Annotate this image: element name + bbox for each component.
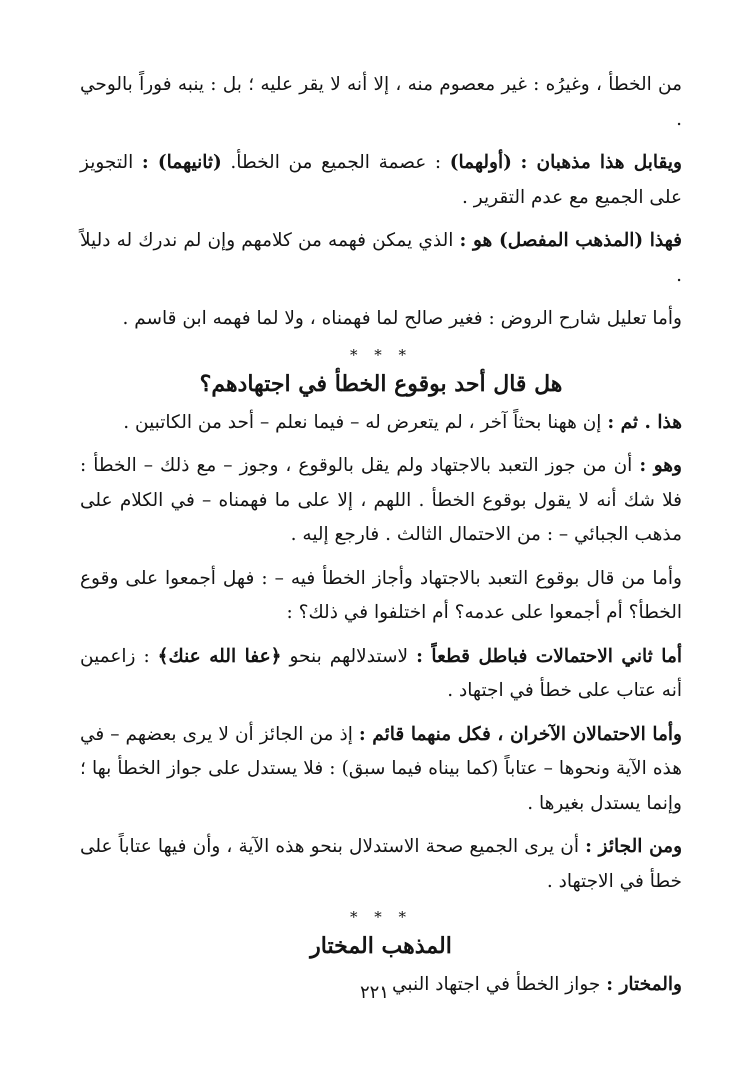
- paragraph-3-lead: فهذا (المذهب المفصل) هو :: [459, 230, 682, 251]
- paragraph-8-text-before: لاستدلالهم بنحو: [289, 645, 409, 667]
- paragraph-4: [80, 302, 682, 337]
- paragraph-5-text: إن ههنا بحثاً آخر ، لم يتعرض له – فيما نعلم – أحد من الكاتبين .: [123, 411, 602, 433]
- section-2-stars: * * *: [349, 908, 413, 926]
- paragraph-10: [80, 830, 682, 899]
- paragraph-6: [80, 449, 682, 553]
- paragraph-4-text: وأما تعليل شارح الروض : فغير صالح لما فهمناه ، ولا لما فهمه ابن قاسم .: [122, 308, 682, 329]
- paragraph-10-text: أن يرى الجميع صحة الاستدلال بنحو هذه الآية ، وأن فيها عتاباً على خطأ في الاجتهاد .: [80, 836, 682, 892]
- paragraph-10-lead: ومن الجائز :: [585, 836, 683, 857]
- paragraph-3-text: الذي يمكن فهمه من كلامهم وإن لم ندرك له دليلاً .: [80, 230, 682, 286]
- paragraph-3: [80, 224, 682, 293]
- first-doctrine-text: : عصمة الجميع من الخطأ.: [230, 152, 442, 173]
- paragraph-2: [80, 146, 682, 215]
- section-1-stars: * * *: [349, 345, 413, 364]
- paragraph-9-lead: وأما الاحتمالان الآخران ، فكل منهما قائم :: [358, 723, 682, 745]
- second-doctrine-text: التجويز على الجميع مع عدم التقرير .: [80, 152, 682, 208]
- quranic-quote: ﴿عفا الله عنك﴾: [157, 645, 282, 667]
- section-1-title: هل قال أحد بوقوع الخطأ في اجتهادهم؟: [199, 370, 563, 397]
- paragraph-6-lead: وهو :: [639, 455, 682, 476]
- body-text: [80, 68, 682, 1012]
- paragraph-7: [80, 562, 682, 631]
- paragraph-11-lead: والمختار :: [606, 974, 682, 995]
- paragraph-8: [80, 640, 682, 709]
- paragraph-5-lead: هذا . ثم :: [607, 411, 682, 433]
- paragraph-7-text: وأما من قال بوقوع التعبد بالاجتهاد وأجاز الخطأ فيه – : فهل أجمعوا على وقوع الخطأ؟ أم أجمعوا على عدمه؟ أم اختلفوا في ذلك؟ :: [80, 567, 682, 623]
- paragraph-8-lead: أما ثاني الاحتمالات فباطل قطعاً :: [416, 645, 682, 667]
- page-number: ٢٢١: [359, 982, 389, 1003]
- paragraph-1: [80, 68, 682, 137]
- paragraph-11-text: جواز الخطأ في اجتهاد النبي .: [380, 974, 601, 995]
- paragraph-1-text: من الخطأ ، وغيرُه : غير معصوم منه ، إلا أنه لا يقر عليه ؛ بل : ينبه فوراً بالوحي .: [80, 74, 682, 130]
- paragraph-9-text: إذ من الجائز أن لا يرى بعضهم – في هذه الآية ونحوها – عتاباً (كما بيناه فيما سبق) : فلا يستدل على جواز الخطأ بها ؛ وإنما يستدل بغيرها .: [80, 723, 682, 814]
- section-2-title: المذهب المختار: [310, 933, 452, 959]
- first-doctrine-label: (أولهما): [449, 152, 512, 173]
- paragraph-2-lead: ويقابل هذا مذهبان :: [520, 152, 682, 173]
- paragraph-8-text-after: : زاعمين أنه عتاب على خطأ في اجتهاد .: [80, 645, 682, 701]
- paragraph-9: [80, 718, 682, 822]
- second-doctrine-label: (ثانيهما) :: [141, 152, 222, 173]
- paragraph-5: [80, 406, 682, 441]
- paragraph-6-text: أن من جوز التعبد بالاجتهاد ولم يقل بالوقوع ، وجوز – مع ذلك – الخطأ : فلا شك أنه لا يقول بوقوع الخطأ . اللهم ، إلا على ما فهمناه – في الكلام على مذهب الجبائي – : من الاحتمال الثالث . فارجع إليه .: [80, 455, 682, 545]
